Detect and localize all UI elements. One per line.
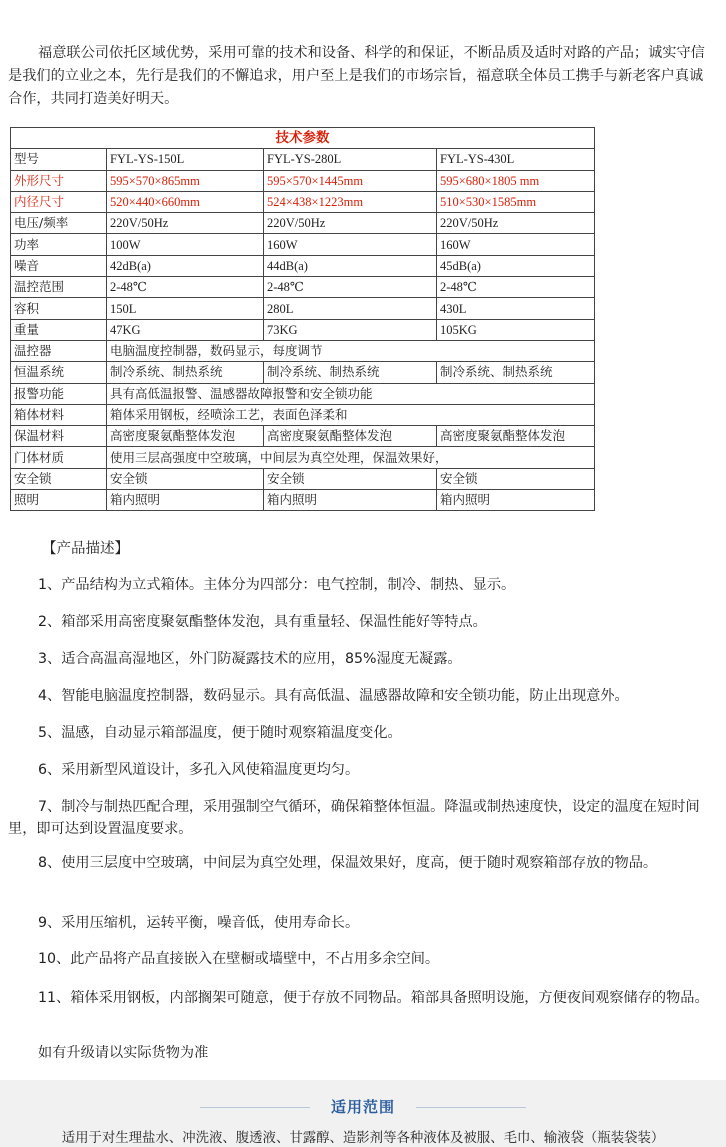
table-row [11,319,595,340]
cell-c2: 2-48℃ [264,277,437,298]
table-row [11,490,595,511]
cell-c1: 520×440×660mm [107,191,264,212]
table-row [11,298,595,319]
spec-table-title: 技术参数 [11,128,595,149]
row-label: 箱体材料 [11,404,107,425]
table-row [11,149,595,170]
divider-right [416,1107,526,1108]
row-value-span: 具有高低温报警、温感器故障报警和安全锁功能 [107,383,595,404]
cell-c1: FYL-YS-150L [107,149,264,170]
row-label: 照明 [11,490,107,511]
table-row [11,468,595,489]
scope-title: 适用范围 [330,1098,395,1116]
cell-c2: 595×570×1445mm [264,170,437,191]
row-label: 外形尺寸 [11,170,107,191]
row-label: 安全锁 [11,468,107,489]
cell-c1: 100W [107,234,264,255]
description-item: 4、智能电脑温度控制器，数码显示。具有高低温、温感器故障和安全锁功能，防止出现意外。 [38,688,629,704]
table-row [11,404,595,425]
cell-c2: 高密度聚氨酯整体发泡 [264,426,437,447]
cell-c2: 箱内照明 [264,490,437,511]
section-heading: 【产品描述】 [42,541,129,557]
row-label: 重量 [11,319,107,340]
intro-paragraph: 福意联公司依托区域优势，采用可靠的技术和设备、科学的和保证，不断品质及适时对路的产品；诚实守信是我们的立业之本，先行是我们的不懈追求，用户至上是我们的市场宗旨，福意联全体员工携手与新老客户真诚合作，共同打造美好明天。 [8,45,705,107]
description-item: 9、采用压缩机，运转平衡，噪音低，使用寿命长。 [38,915,360,931]
cell-c2: 73KG [264,319,437,340]
row-label: 恒温系统 [11,362,107,383]
description-item: 2、箱部采用高密度聚氨酯整体发泡，具有重量轻、保温性能好等特点。 [38,614,487,630]
row-label: 报警功能 [11,383,107,404]
cell-c3: 制冷系统、制热系统 [437,362,595,383]
cell-c2: 280L [264,298,437,319]
row-label: 功率 [11,234,107,255]
cell-c2: 220V/50Hz [264,213,437,234]
cell-c3: 510×530×1585mm [437,191,595,212]
cell-c3: 220V/50Hz [437,213,595,234]
cell-c2: FYL-YS-280L [264,149,437,170]
cell-c1: 150L [107,298,264,319]
cell-c1: 箱内照明 [107,490,264,511]
row-label: 内径尺寸 [11,191,107,212]
table-row [11,426,595,447]
description-note: 如有升级请以实际货物为准 [38,1045,209,1061]
table-row [11,234,595,255]
cell-c2: 安全锁 [264,468,437,489]
description-item: 1、产品结构为立式箱体。主体分为四部分：电气控制，制冷、制热、显示。 [38,577,516,593]
table-row [11,383,595,404]
description-item: 6、采用新型风道设计，多孔入风使箱温度更均匀。 [38,762,360,778]
table-row [11,255,595,276]
table-row [11,213,595,234]
cell-c3: 595×680×1805 mm [437,170,595,191]
cell-c1: 高密度聚氨酯整体发泡 [107,426,264,447]
cell-c3: 箱内照明 [437,490,595,511]
cell-c1: 制冷系统、制热系统 [107,362,264,383]
cell-c2: 524×438×1223mm [264,191,437,212]
description-item: 5、温感，自动显示箱部温度，便于随时观察箱温度变化。 [38,725,402,741]
row-label: 型号 [11,149,107,170]
row-label: 电压/频率 [11,213,107,234]
description-item: 8、使用三层度中空玻璃，中间层为真空处理，保温效果好，度高，便于随时观察箱部存放的物品。 [38,855,658,871]
cell-c3: 160W [437,234,595,255]
cell-c1: 42dB(a) [107,255,264,276]
cell-c1: 安全锁 [107,468,264,489]
table-row [11,362,595,383]
row-value-span: 电脑温度控制器，数码显示，每度调节 [107,340,595,361]
cell-c3: 105KG [437,319,595,340]
table-row [11,191,595,212]
table-row [11,340,595,361]
description-item: 11、箱体采用钢板，内部搁架可随意，便于存放不同物品。箱部具备照明设施，方便夜间观察储存的物品。 [38,990,709,1006]
row-label: 门体材质 [11,447,107,468]
cell-c3: 430L [437,298,595,319]
cell-c2: 160W [264,234,437,255]
cell-c1: 47KG [107,319,264,340]
cell-c3: FYL-YS-430L [437,149,595,170]
cell-c2: 44dB(a) [264,255,437,276]
scope-text: 适用于对生理盐水、冲洗液、腹透液、甘露醇、造影剂等各种液体及被服、毛巾、输液袋（瓶装袋装） [61,1131,665,1146]
row-label: 噪音 [11,255,107,276]
spec-table-header [11,128,595,149]
row-label: 温控器 [11,340,107,361]
cell-c1: 2-48℃ [107,277,264,298]
scope-band [0,1080,726,1147]
cell-c3: 安全锁 [437,468,595,489]
row-value-span: 箱体采用钢板，经喷涂工艺，表面色泽柔和 [107,404,595,425]
cell-c1: 220V/50Hz [107,213,264,234]
cell-c3: 2-48℃ [437,277,595,298]
description-item: 10、此产品将产品直接嵌入在壁橱或墙壁中，不占用多余空间。 [38,951,440,967]
cell-c3: 45dB(a) [437,255,595,276]
description-item: 7、制冷与制热匹配合理，采用强制空气循环，确保箱整体恒温。降温或制热速度快，设定的温度在短时间里，即可达到设置温度要求。 [8,799,700,837]
row-value-span: 使用三层高强度中空玻璃，中间层为真空处理，保温效果好， [107,447,595,468]
description-item: 3、适合高温高湿地区，外门防凝露技术的应用，85%湿度无凝露。 [38,651,462,667]
cell-c1: 595×570×865mm [107,170,264,191]
table-row [11,170,595,191]
row-label: 容积 [11,298,107,319]
row-label: 保温材料 [11,426,107,447]
cell-c3: 高密度聚氨酯整体发泡 [437,426,595,447]
table-row [11,277,595,298]
row-label: 温控范围 [11,277,107,298]
table-row [11,447,595,468]
spec-table [10,127,595,511]
cell-c2: 制冷系统、制热系统 [264,362,437,383]
